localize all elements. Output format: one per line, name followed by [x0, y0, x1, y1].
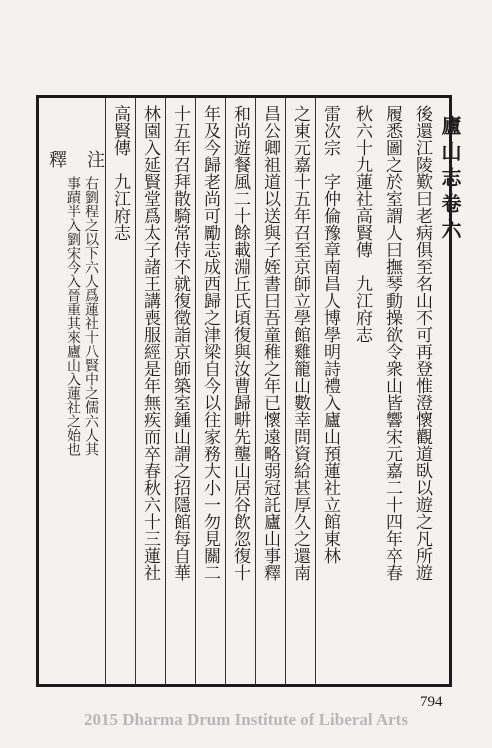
top-column-1: 後還江陵歎曰老病俱至名山不可再登惟澄懷觀道臥以遊之凡所遊: [412, 105, 432, 581]
column-rule: [255, 98, 256, 684]
body-column-8: 高賢傳 九江府志: [110, 105, 130, 241]
body-column-5: 年及今歸老尚可勵志成西歸之津梁自今以往家務大小一勿見關二: [200, 105, 220, 581]
column-rule: [165, 98, 166, 684]
note-label: 釋: [46, 150, 67, 168]
body-column-3: 昌公卿祖道以送與子姪書曰吾童稚之年已懷遠略弱冠託廬山事釋: [260, 105, 280, 581]
top-column-2: 履悉圖之於室謂人曰撫琴動操欲令衆山皆響宋元嘉二十四年卒春: [382, 105, 402, 581]
note-prefix: 注: [84, 150, 105, 168]
body-column-4: 和尚遊餐風二十餘載淵丘氏頃復與汝曹歸畊先壟山居谷飲忽復十: [230, 105, 250, 581]
body-column-2: 之東元嘉十五年召至京師立學館雞籠山數幸問資給甚厚久之還南: [290, 105, 310, 581]
note-line-1: 右劉程之以下六人爲蓮社十八賢中之儒六人其: [83, 176, 99, 456]
column-rule: [195, 98, 196, 684]
body-column-1: 雷次宗 字仲倫豫章南昌人博學明詩禮入廬山預蓮社立館東林: [320, 105, 340, 564]
header-fragment: 廬山志卷六: [438, 115, 462, 245]
column-rule: [105, 98, 106, 684]
body-column-7: 林園入延賢堂爲太子諸王講喪服經是年無疾而卒春秋六十三蓮社: [140, 105, 160, 581]
body-column-6: 十五年召拜散騎常侍不就復徵詣京師築室鍾山謂之招隱館每自華: [170, 105, 190, 581]
watermark: 2015 Dharma Drum Institute of Liberal Arts: [84, 710, 408, 729]
note-line-2: 事蹟半入劉宋今入晉重其來廬山入蓮社之始也: [65, 176, 81, 456]
column-rule: [135, 98, 136, 684]
column-rule: [285, 98, 286, 684]
page-number: 794: [420, 694, 443, 710]
top-column-3: 秋六十九蓮社高賢傳 九江府志: [352, 105, 372, 343]
column-rule: [225, 98, 226, 684]
column-rule: [315, 98, 316, 684]
